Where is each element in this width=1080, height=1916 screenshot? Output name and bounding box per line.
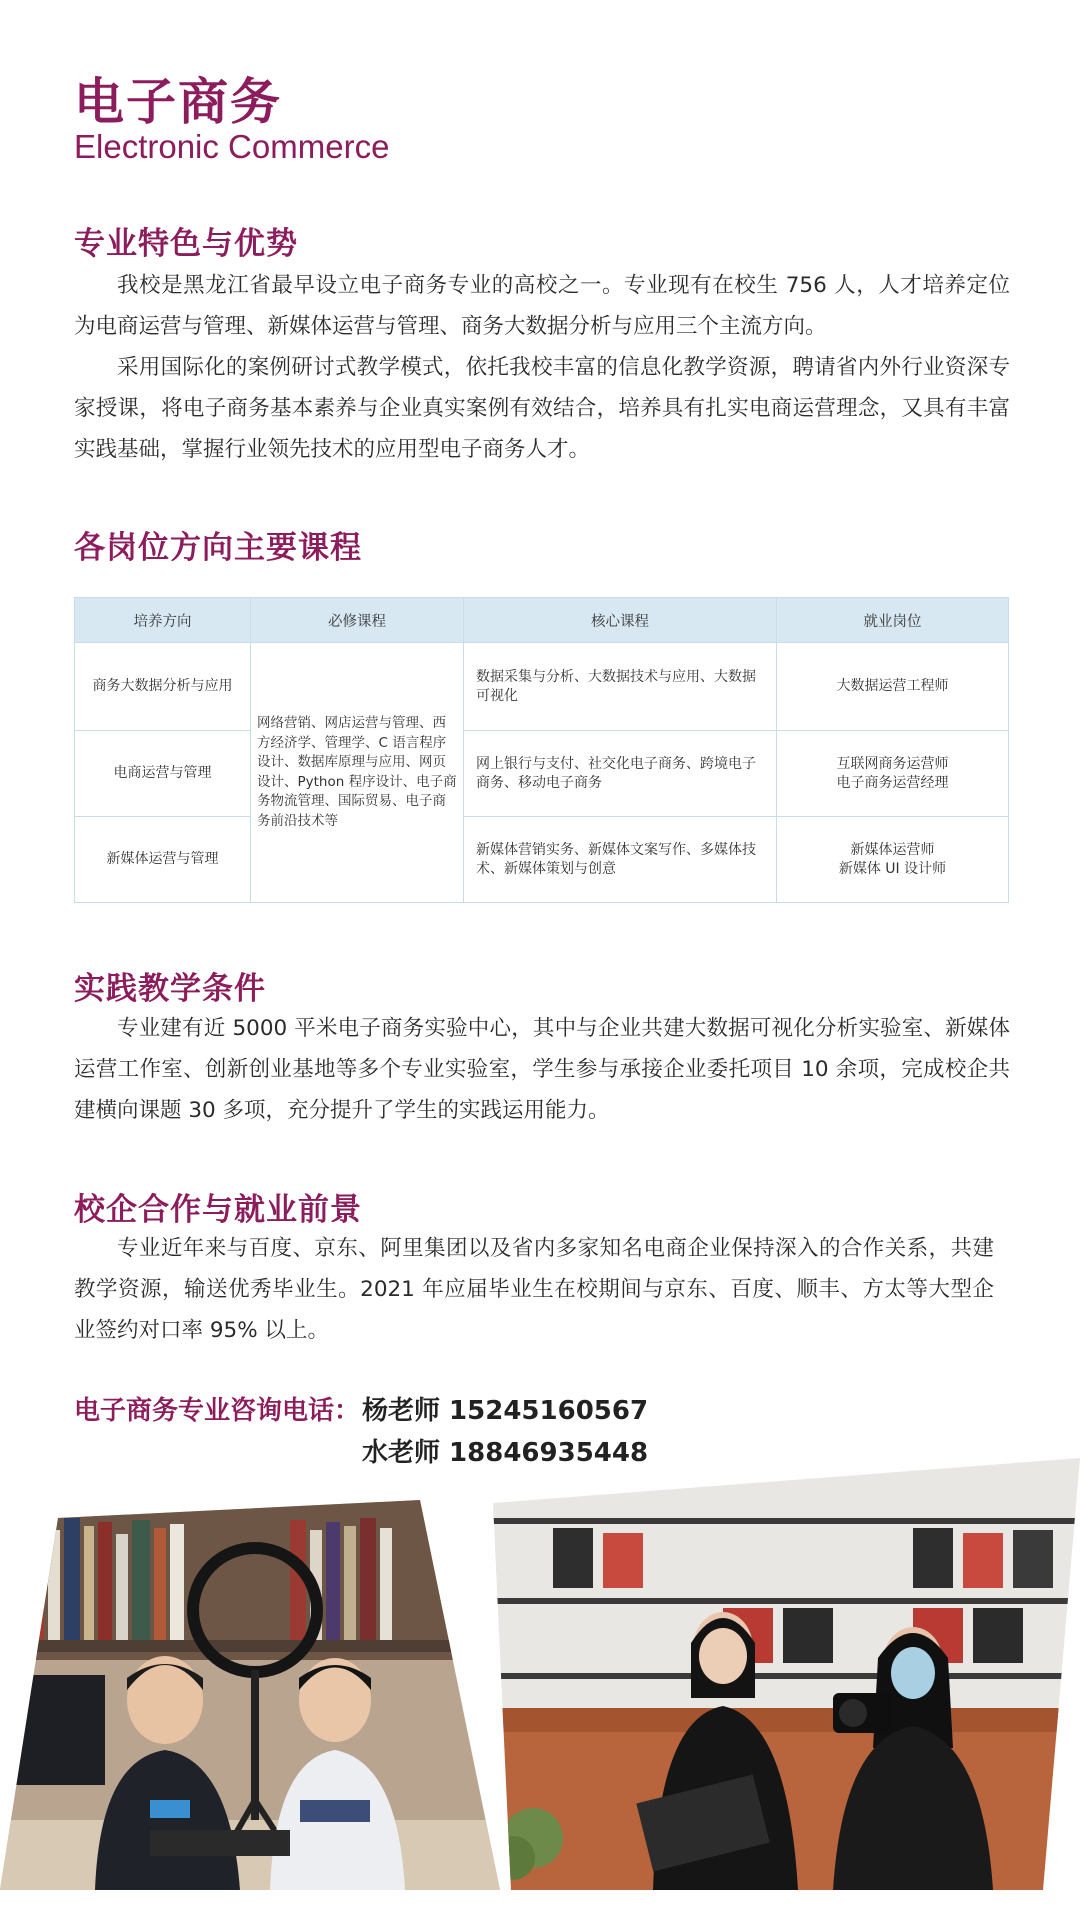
table-cell-core: 新媒体营销实务、新媒体文案写作、多媒体技术、新媒体策划与创意 (464, 817, 777, 903)
job-title: 电子商务运营经理 (836, 774, 949, 791)
table-cell-direction: 新媒体运营与管理 (75, 817, 251, 903)
table-cell-direction: 电商运营与管理 (75, 731, 251, 817)
table-header-required: 必修课程 (251, 598, 464, 643)
job-title: 新媒体运营师 (850, 841, 935, 858)
table-cell-required-courses: 网络营销、网店运营与管理、西方经济学、管理学、C 语言程序设计、数据库原理与应用、网页设计、Python 程序设计、电子商务物流管理、国际贸易、电子商务前沿技术等 (251, 643, 464, 903)
contact-label: 电子商务专业咨询电话： (74, 1396, 361, 1426)
section-heading-courses: 各岗位方向主要课程 (74, 530, 362, 566)
table-header-core: 核心课程 (464, 598, 777, 643)
table-header-jobs: 就业岗位 (777, 598, 1009, 643)
practice-paragraph: 专业建有近 5000 平米电子商务实验中心，其中与企业共建大数据可视化分析实验室、新媒体运营工作室、创新创业基地等多个专业实验室，学生参与承接企业委托项目 10 余项，完成校企共建横向课题 30 多项，充分提升了学生的实践运用能力。 (74, 1016, 1010, 1123)
cooperation-paragraph: 专业近年来与百度、京东、阿里集团以及省内多家知名电商企业保持深入的合作关系，共建教学资源，输送优秀毕业生。2021 年应届毕业生在校期间与京东、百度、顺丰、方太等大型企业签约对口率 95% 以上。 (74, 1236, 994, 1343)
page-subtitle-english: Electronic Commerce (74, 128, 390, 165)
section-heading-cooperation: 校企合作与就业前景 (74, 1192, 362, 1228)
page-title: 电子商务 (74, 73, 282, 131)
section-heading-practice: 实践教学条件 (74, 971, 266, 1007)
table-header-row (75, 598, 1009, 643)
table-cell-jobs (777, 731, 1009, 817)
table-cell-jobs (777, 817, 1009, 903)
photo-students-livestream (0, 1500, 500, 1890)
features-paragraph-1: 我校是黑龙江省最早设立电子商务专业的高校之一。专业现有在校生 756 人，人才培养定位为电商运营与管理、新媒体运营与管理、商务大数据分析与应用三个主流方向。 (74, 273, 1010, 339)
job-title: 大数据运营工程师 (836, 678, 949, 694)
table-header-direction: 培养方向 (75, 598, 251, 643)
course-table (74, 597, 1009, 903)
table-cell-core: 数据采集与分析、大数据技术与应用、大数据可视化 (464, 643, 777, 731)
table-cell-jobs (777, 643, 1009, 731)
contact-phone-yang: 杨老师 15245160567 (362, 1396, 649, 1426)
table-row (75, 643, 1009, 731)
contact-phone-shui: 水老师 18846935448 (362, 1438, 649, 1468)
features-paragraph-2: 采用国际化的案例研讨式教学模式，依托我校丰富的信息化教学资源，聘请省内外行业资深专家授课，将电子商务基本素养与企业真实案例有效结合，培养具有扎实电商运营理念，又具有丰富实践基础，掌握行业领先技术的应用型电子商务人才。 (74, 355, 1010, 462)
table-cell-direction: 商务大数据分析与应用 (75, 643, 251, 731)
job-title: 互联网商务运营师 (836, 755, 949, 772)
section-heading-features: 专业特色与优势 (74, 226, 298, 262)
table-row (75, 731, 1009, 817)
job-title: 新媒体 UI 设计师 (838, 860, 947, 877)
photo-product-shoot (493, 1458, 1080, 1890)
table-row (75, 817, 1009, 903)
table-cell-core: 网上银行与支付、社交化电子商务、跨境电子商务、移动电子商务 (464, 731, 777, 817)
